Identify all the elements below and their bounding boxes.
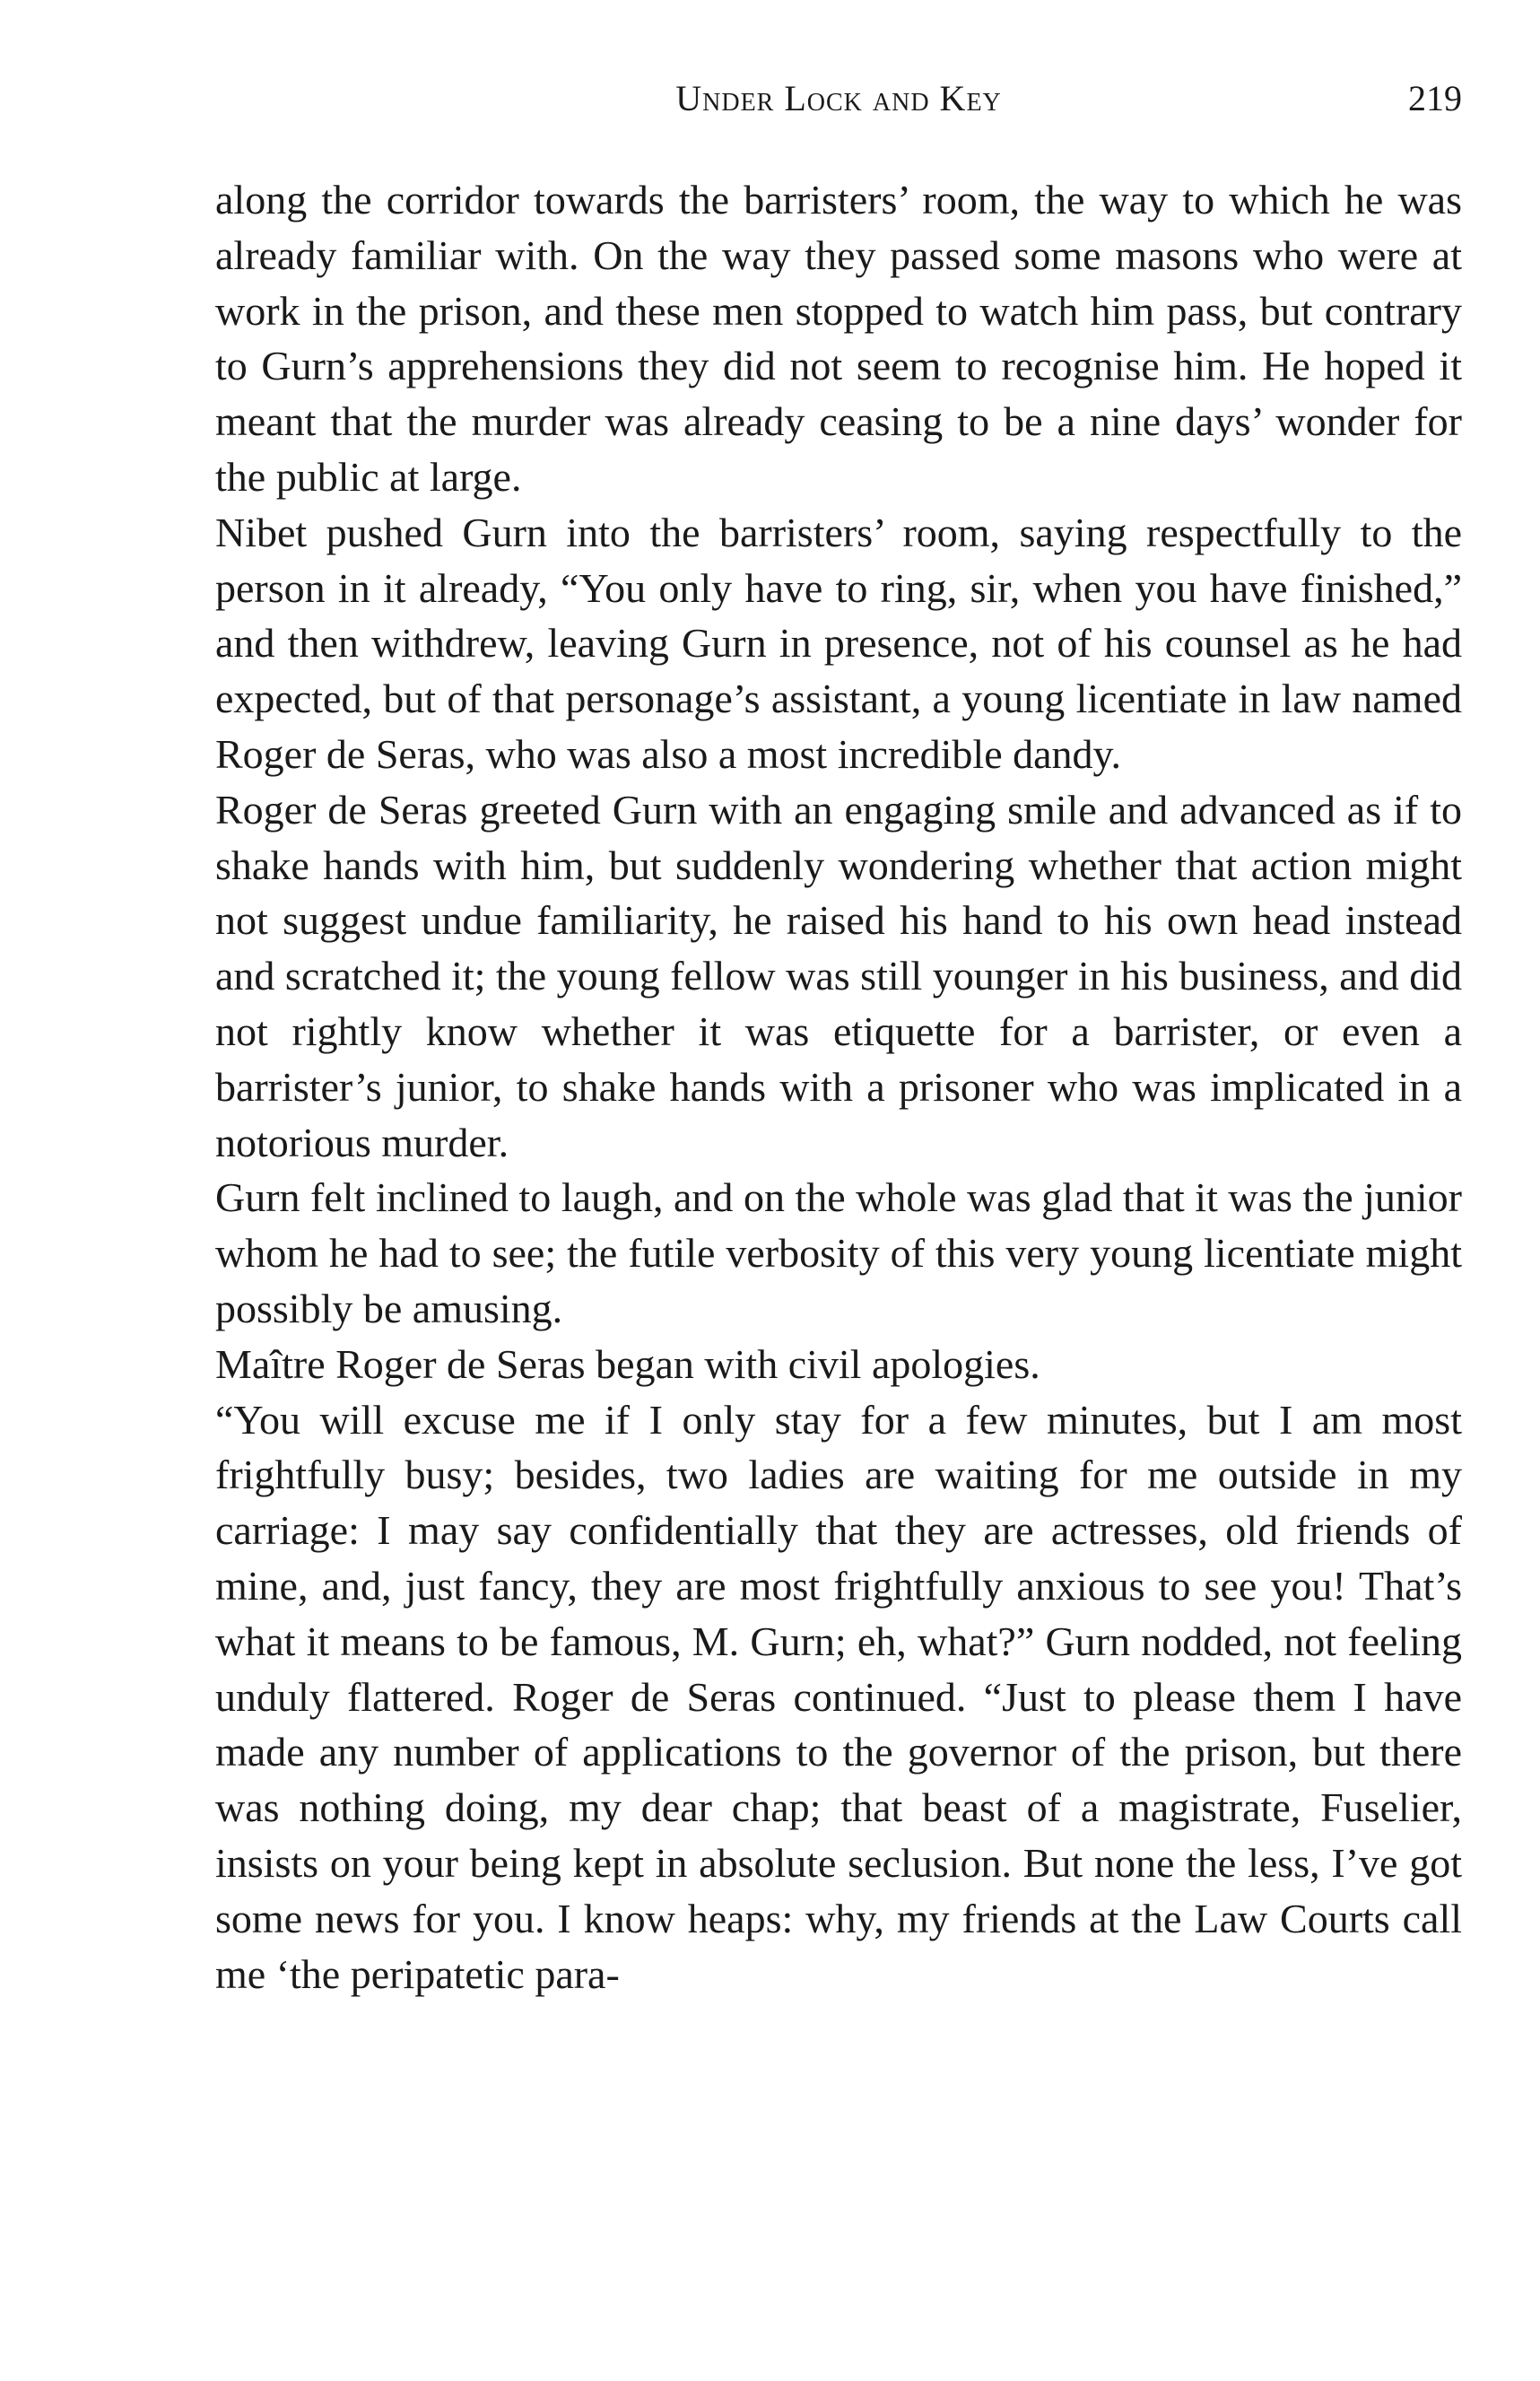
paragraph: Roger de Seras greeted Gurn with an engaging smile and advanced as if to shake hands with him, but suddenly wondering whether that action might not suggest undue familiarity, he raised his hand to his own head instead and scratched it; the young fellow was still younger in his business, and did not rightly know whether it was etiquette for a barrister, or even a barrister’s junior, to shake hands with a prisoner who was implicated in a notorious murder. bbox=[215, 786, 1462, 1165]
page-number: 219 bbox=[1408, 78, 1462, 118]
paragraph: Nibet pushed Gurn into the barristers’ room, saying respectfully to the person in it already, “You only have to ring, sir, when you have finished,” and then withdrew, leaving Gurn in presence, not of his counsel as he had expected, but of that personage’s assistant, a young licentiate in law named Roger de Seras, who was also a most incredible dandy. bbox=[215, 509, 1462, 777]
paragraph: Gurn felt inclined to laugh, and on the whole was glad that it was the junior whom he had to see; the futile verbosity of this very young licentiate might possibly be amusing. bbox=[215, 1174, 1462, 1331]
body-text bbox=[215, 172, 1462, 2002]
running-title: Under Lock and Key bbox=[675, 78, 1002, 118]
paragraph: along the corridor towards the barristers’ room, the way to which he was already familiar with. On the way they passed some masons who were at work in the prison, and these men stopped to watch him pass, but contrary to Gurn’s apprehensions they did not seem to recognise him. He hoped it meant that the murder was already ceasing to be a nine days’ wonder for the public at large. bbox=[215, 177, 1462, 500]
running-head bbox=[215, 72, 1462, 126]
paragraph: “You will excuse me if I only stay for a few minutes, but I am most frightfully busy; besides, two ladies are waiting for me outside in my carriage: I may say confidentially that they are actresses, old friends of mine, and, just fancy, they are most frightfully anxious to see you! That’s what it means to be famous, M. Gurn; eh, what?” Gurn nodded, not feeling unduly flattered. Roger de Seras continued. “Just to please them I have made any number of applications to the governor of the prison, but there was nothing doing, my dear chap; that beast of a magistrate, Fuselier, insists on your being kept in absolute seclusion. But none the less, I’ve got some news for you. I know heaps: why, my friends at the Law Courts call me ‘the peripatetic para- bbox=[215, 1396, 1462, 1997]
paragraph: Maître Roger de Seras began with civil apologies. bbox=[215, 1340, 1040, 1387]
